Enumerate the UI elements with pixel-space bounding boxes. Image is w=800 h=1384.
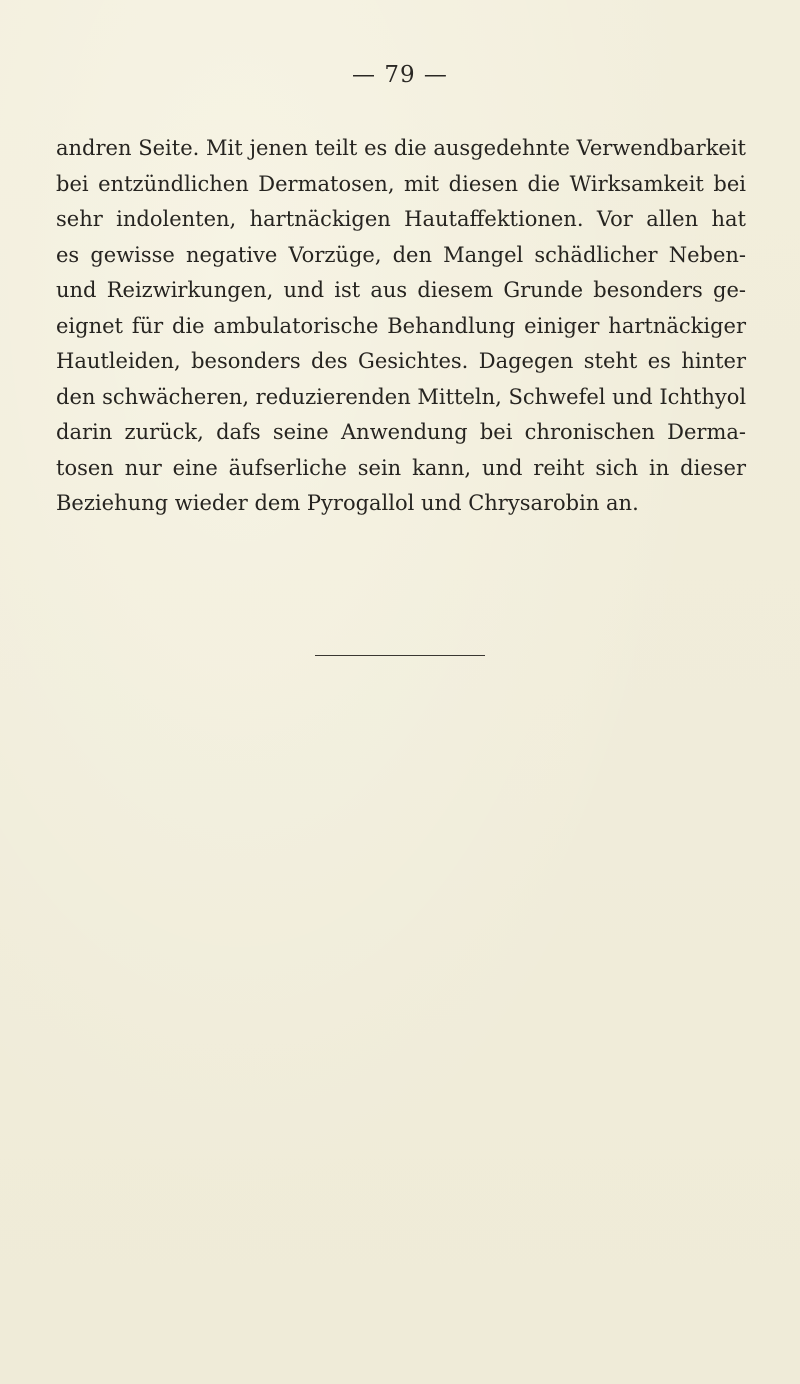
body-paragraph <box>56 131 746 522</box>
text-line: darin zurück, dafs seine Anwendung bei chronischen Derma- <box>56 420 746 444</box>
text-line: es gewisse negative Vorzüge, den Mangel schädlicher Neben- <box>56 242 746 267</box>
section-divider <box>315 655 485 656</box>
text-line: Hautleiden, besonders des Gesichtes. Dagegen steht es hinter <box>56 349 746 373</box>
text-line: andren Seite. Mit jenen teilt es die ausgedehnte Verwendbarkeit <box>56 136 746 160</box>
text-line: tosen nur eine äufserliche sein kann, und reiht sich in dieser <box>56 455 746 480</box>
page-number: — 79 — <box>352 62 448 88</box>
text-line: eignet für die ambulatorische Behandlung einiger hartnäckiger <box>56 313 746 338</box>
text-line: und Reizwirkungen, und ist aus diesem Grunde besonders ge- <box>56 278 746 302</box>
text-line: Beziehung wieder dem Pyrogallol und Chrysarobin an. <box>56 491 639 515</box>
text-line: bei entzündlichen Dermatosen, mit diesen die Wirksamkeit bei <box>56 171 746 196</box>
text-line: den schwächeren, reduzierenden Mitteln, Schwefel und Ichthyol <box>56 384 747 409</box>
text-line: sehr indolenten, hartnäckigen Hautaffektionen. Vor allen hat <box>56 207 746 231</box>
